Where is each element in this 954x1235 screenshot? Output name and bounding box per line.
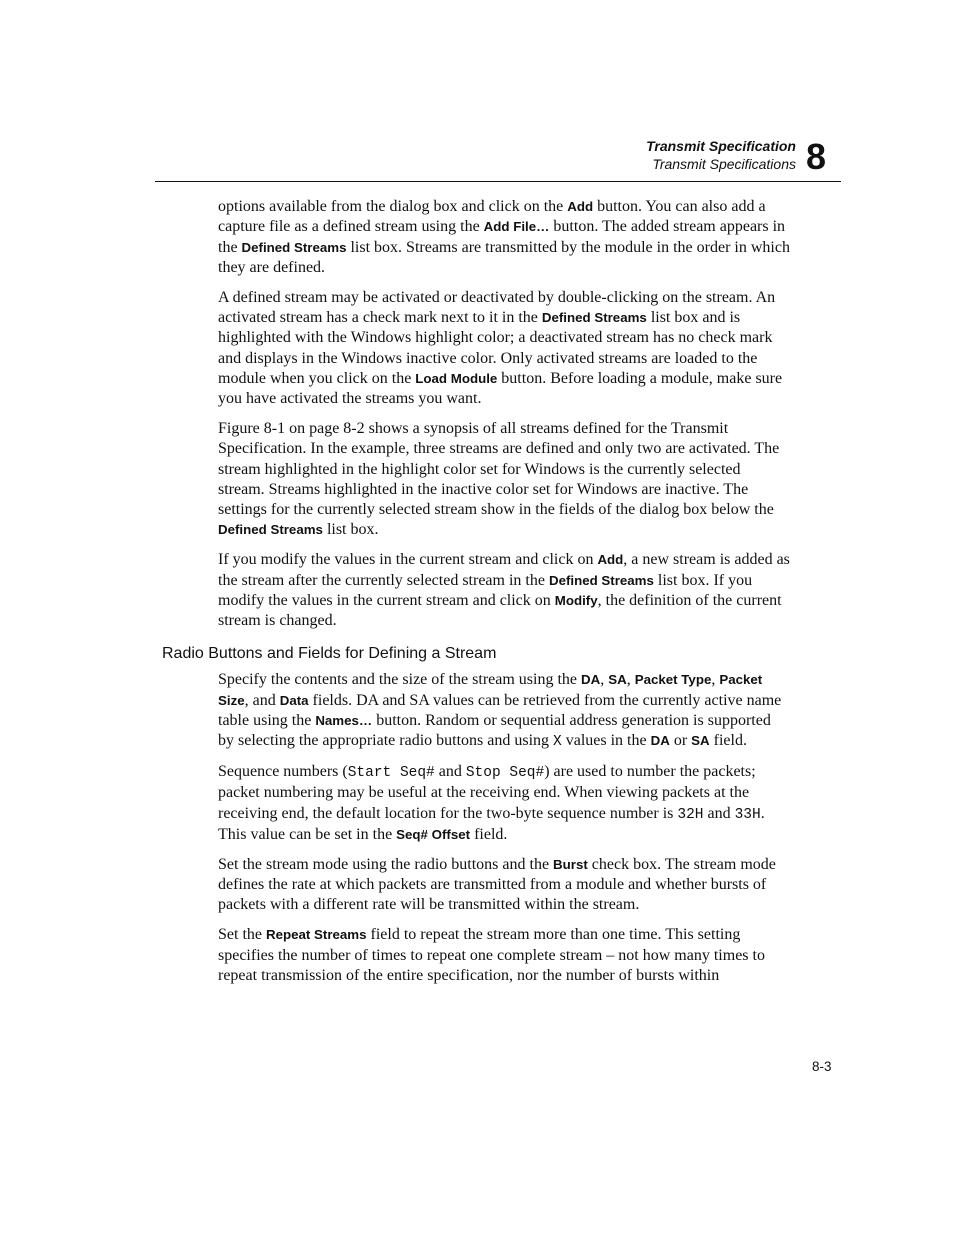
text: Set the stream mode using the radio buttons and the — [218, 855, 554, 873]
text: Figure 8-1 on page 8-2 shows a synopsis of all streams defined for the Transmit Specification. In the example, three streams are defined and only two are activated. The stream highlighted in the highlight color set for Windows is the currently selected stream. Streams highlighted in the inactive color set for Windows are inactive. The settings for the currently selected stream show in the fields of the dialog box below the — [218, 419, 780, 519]
text: field. — [470, 826, 508, 844]
text: fields. DA and SA values can be retrieved from the currently active name table using the — [218, 691, 782, 730]
ui-term: Repeat Streams — [266, 927, 367, 943]
paragraph-1 — [218, 197, 790, 278]
text: list box. — [322, 521, 379, 539]
ui-term: DA — [650, 733, 670, 749]
paragraph-6 — [218, 762, 790, 845]
chapter-title: Transmit Specification — [646, 138, 796, 154]
text: and — [434, 763, 466, 781]
page-number: 8-3 — [812, 1059, 832, 1074]
ui-term: Packet Type — [634, 672, 712, 688]
text: button. Random or sequential address generation is supported by selecting the appropriate radio buttons and using — [218, 712, 771, 750]
text: button. Before loading a module, make sure you have activated the streams you want. — [218, 369, 783, 408]
ui-term: Data — [279, 692, 309, 708]
ui-term: SA — [691, 733, 710, 749]
section-subheading: Radio Buttons and Fields for Defining a Stream — [162, 645, 497, 663]
section-title: Transmit Specifications — [652, 156, 796, 172]
text: , — [711, 671, 720, 689]
text: Specify the contents and the size of the stream using the — [218, 671, 582, 689]
chapter-number: 8 — [806, 136, 827, 177]
text: and — [703, 804, 735, 822]
text: button. You can also add a capture file as a defined stream using the — [218, 198, 766, 236]
text: list box. Streams are transmitted by the module in the order in which they are defined. — [218, 238, 790, 276]
code-term: Stop Seq# — [465, 765, 545, 782]
ui-term: Load Module — [415, 370, 498, 386]
paragraph-2 — [218, 288, 790, 410]
ui-term: Defined Streams — [241, 239, 347, 255]
text: list box and is highlighted with the Windows highlight color; a deactivated stream has no check mark and displays in the Windows inactive color. Only activated streams are loaded to the module when you click on the — [218, 308, 773, 387]
ui-term: DA — [581, 672, 601, 688]
text: , and — [244, 691, 280, 709]
text: check box. The stream mode defines the rate at which packets are transmitted from a module and whether bursts of packets with a different rate will be transmitted within the stream. — [218, 855, 776, 914]
text: If you modify the values in the current stream and click on — [218, 551, 598, 569]
text: values in the — [561, 732, 651, 750]
ui-term: Defined Streams — [548, 572, 654, 588]
text: or — [669, 732, 692, 750]
text: button. The added stream appears in the — [218, 218, 786, 256]
ui-term: Names… — [315, 713, 373, 729]
paragraph-3 — [218, 419, 790, 541]
text: , the definition of the current stream is changed. — [218, 591, 782, 630]
ui-term: Packet Size — [218, 672, 763, 708]
body-text — [162, 197, 790, 996]
paragraph-5 — [218, 670, 790, 752]
code-term: Start Seq# — [347, 765, 435, 782]
text: , — [600, 671, 609, 689]
running-header — [646, 137, 796, 173]
text: list box. If you modify the values in the current stream and click on — [218, 571, 753, 609]
paragraph-7 — [218, 855, 790, 916]
ui-term: Add File… — [483, 219, 550, 235]
text: . This value can be set in the — [218, 804, 765, 844]
text: ) are used to number the packets; packet numbering may be useful at the receiving end. When viewing packets at the receiving end, the default location for the two-byte sequence number is — [218, 763, 756, 822]
ui-term: Seq# Offset — [396, 827, 471, 843]
text: A defined stream may be activated or deactivated by double-clicking on the stream. An activated stream has a check mark next to it in the — [218, 288, 776, 326]
ui-term: SA — [608, 672, 627, 688]
ui-term: Burst — [553, 856, 588, 872]
text: , a new stream is added as the stream after the currently selected stream in the — [218, 551, 790, 589]
paragraph-4 — [218, 550, 790, 631]
code-term: 32H — [677, 806, 704, 823]
ui-term: Defined Streams — [541, 309, 647, 325]
text: , — [626, 671, 635, 689]
text: Sequence numbers ( — [218, 763, 348, 781]
ui-term: Modify — [554, 592, 598, 608]
ui-term: Add — [567, 199, 594, 214]
text: Set the — [218, 926, 266, 944]
header-rule — [155, 181, 841, 182]
code-term: 33H — [734, 806, 761, 823]
paragraph-8 — [218, 925, 790, 986]
text: field. — [709, 732, 747, 750]
text: options available from the dialog box and click on the — [218, 198, 568, 215]
text: field to repeat the stream more than one time. This setting specifies the number of times to repeat one complete stream – not how many times to repeat transmission of the entire specification, nor the number of bursts within — [218, 926, 765, 984]
ui-term: Add — [597, 552, 624, 568]
ui-term: Defined Streams — [218, 522, 323, 538]
code-term: X — [553, 734, 562, 751]
